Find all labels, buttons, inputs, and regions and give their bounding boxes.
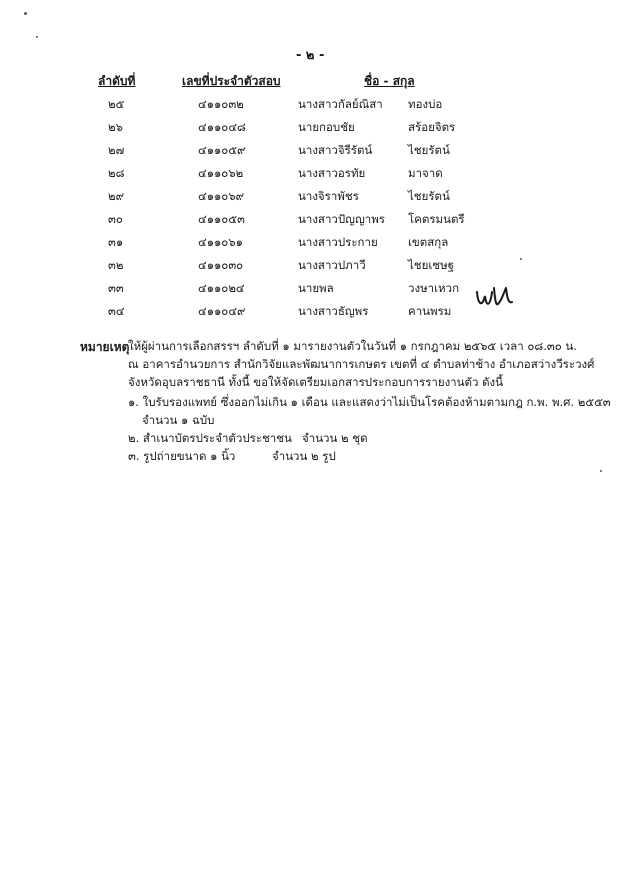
table-row — [0, 211, 632, 231]
signature-mark — [474, 282, 516, 312]
row-last-name: สร้อยจิตร — [408, 120, 456, 134]
row-exam-id: ๔๑๑๐๖๒ — [198, 166, 244, 180]
row-exam-id: ๔๑๑๐๔๙ — [198, 304, 246, 318]
document-item: ๒. สำเนาบัตรประจำตัวประชาชน — [128, 431, 292, 445]
header-seq: ลำดับที่ — [98, 74, 136, 88]
row-last-name: เขตสกุล — [408, 235, 449, 249]
row-seq: ๒๗ — [108, 143, 125, 157]
row-exam-id: ๔๑๑๐๒๔ — [198, 281, 245, 295]
row-first-name: นางสาวประกาย — [298, 235, 378, 249]
row-seq: ๒๖ — [108, 120, 123, 134]
row-first-name: นางสาวปภาวี — [298, 258, 366, 272]
table-row — [0, 188, 632, 208]
row-seq: ๓๐ — [108, 212, 123, 226]
row-first-name: นางสาวอรทัย — [298, 166, 366, 180]
row-last-name: ไชยรัตน์ — [408, 189, 450, 203]
row-last-name: มาจาด — [408, 166, 443, 180]
row-seq: ๓๔ — [108, 304, 125, 318]
document-item: ๑. ใบรับรองแพทย์ ซึ่งออกไม่เกิน ๑ เดือน และแสดงว่าไม่เป็นโรคต้องห้ามตามกฎ ก.พ. พ.ศ. ๒๕๕๓ — [128, 395, 611, 409]
row-last-name: คานพรม — [408, 304, 452, 318]
row-last-name: โคตรมนตรี — [408, 212, 465, 226]
table-row — [0, 303, 632, 323]
document-item-qty: จำนวน ๒ ชุด — [302, 431, 368, 445]
row-last-name: วงษาเหวก — [408, 281, 460, 295]
table-row — [0, 234, 632, 254]
scan-speck — [520, 258, 522, 260]
row-first-name: นางสาวปัญญาพร — [298, 212, 385, 226]
row-exam-id: ๔๑๑๐๕๓ — [198, 212, 245, 226]
table-row — [0, 96, 632, 116]
row-first-name: นางสาวจิรีรัตน์ — [298, 143, 373, 157]
note-line-1: ให้ผู้ผ่านการเลือกสรรฯ ลำดับที่ ๑ มารายงานตัวในวันที่ ๑ กรกฎาคม ๒๕๖๕ เวลา ๐๘.๓๐ น. — [128, 339, 577, 353]
row-exam-id: ๔๑๑๐๕๙ — [198, 143, 246, 157]
table-row — [0, 257, 632, 277]
row-seq: ๒๘ — [108, 166, 125, 180]
table-row — [0, 119, 632, 139]
row-seq: ๓๑ — [108, 235, 124, 249]
scan-speck — [600, 470, 602, 472]
document-item-qty: จำนวน ๑ ฉบับ — [142, 413, 215, 427]
row-last-name: ทองบ่อ — [408, 97, 443, 111]
row-exam-id: ๔๑๑๐๖๙ — [198, 189, 245, 203]
note-line-2: ณ อาคารอำนวยการ สำนักวิจัยและพัฒนาการเกษตร เขตที่ ๔ ตำบลท่าช้าง อำเภอสว่างวีระวงศ์ — [128, 357, 595, 371]
header-name: ชื่อ - สกุล — [364, 74, 415, 88]
document-item-qty: จำนวน ๒ รูป — [272, 449, 336, 463]
row-seq: ๒๕ — [108, 97, 125, 111]
row-seq: ๓๒ — [108, 258, 124, 272]
row-exam-id: ๔๑๑๐๖๑ — [198, 235, 243, 249]
row-exam-id: ๔๑๑๐๓๒ — [198, 97, 244, 111]
note-label: หมายเหตุ — [80, 340, 130, 354]
table-row — [0, 165, 632, 185]
row-exam-id: ๔๑๑๐๔๘ — [198, 120, 246, 134]
row-seq: ๒๙ — [108, 189, 125, 203]
scan-speck — [36, 36, 38, 38]
row-seq: ๓๓ — [108, 281, 124, 295]
note-line-3: จังหวัดอุบลราชธานี ทั้งนี้ ขอให้จัดเตรียมเอกสารประกอบการรายงานตัว ดังนี้ — [128, 375, 504, 389]
row-first-name: นายกอบชัย — [298, 120, 355, 134]
row-first-name: นางสาวกัลย์ณิสา — [298, 97, 383, 111]
row-first-name: นางจิราพัชร — [298, 189, 359, 203]
header-exam-id: เลขที่ประจำตัวสอบ — [182, 74, 281, 88]
page-number: - ๒ - — [296, 48, 325, 63]
table-row — [0, 142, 632, 162]
row-first-name: นายพล — [298, 281, 334, 295]
row-first-name: นางสาวธัญพร — [298, 304, 369, 318]
scan-speck — [24, 12, 27, 15]
document-item: ๓. รูปถ่ายขนาด ๑ นิ้ว — [128, 449, 236, 463]
row-exam-id: ๔๑๑๐๓๐ — [198, 258, 244, 272]
row-last-name: ไชยเชษฐ — [408, 258, 454, 272]
row-last-name: ไชยรัตน์ — [408, 143, 450, 157]
table-row — [0, 280, 632, 300]
